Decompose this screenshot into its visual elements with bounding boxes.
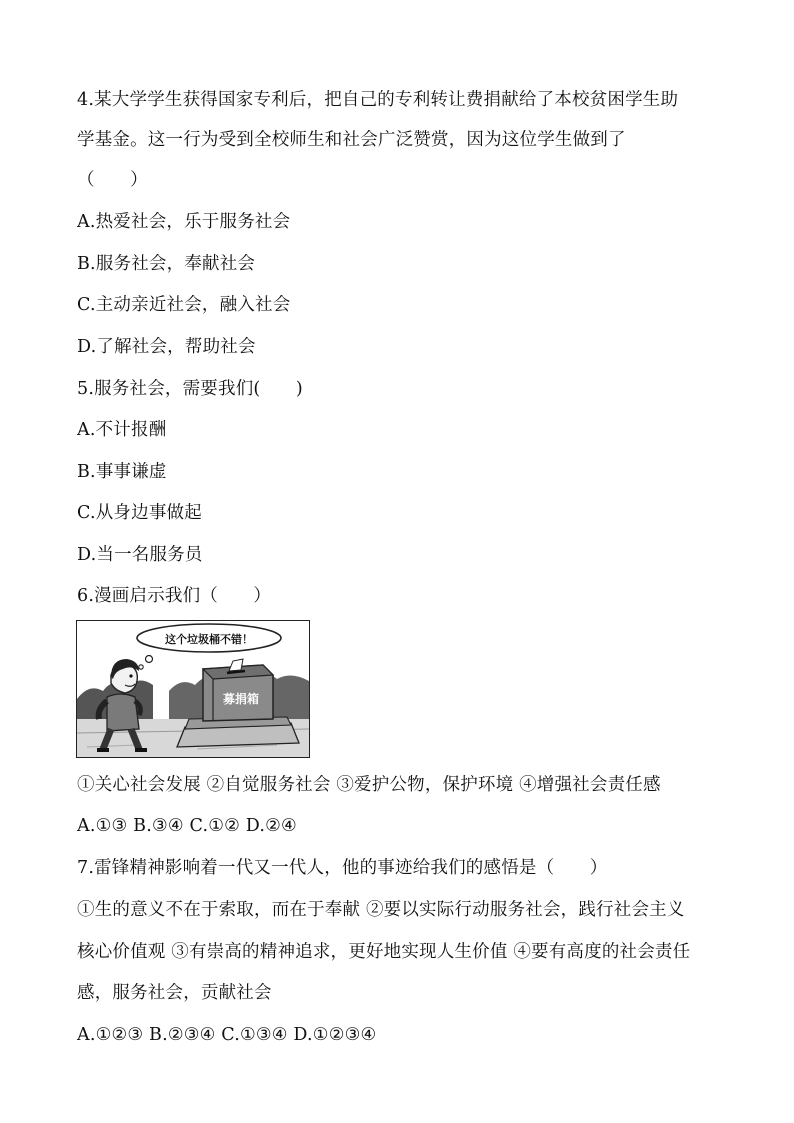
q4-answer-blank: （ ） <box>77 170 148 190</box>
q7-choices: A.①②③ B.②③④ C.①③④ D.①②③④ <box>77 1025 377 1045</box>
q5-option-c: C.从身边事做起 <box>77 503 202 523</box>
speech-bubble-text: 这个垃圾桶不错！ <box>165 633 253 646</box>
q7-stem: 7.雷锋精神影响着一代又一代人，他的事迹给我们的感悟是（ ） <box>77 858 608 878</box>
q7-statements-line2: 核心价值观 ③有崇高的精神追求，更好地实现人生价值 ④要有高度的社会责任 <box>77 942 691 962</box>
q6-stem: 6.漫画启示我们（ ） <box>77 586 272 606</box>
donation-box-label: 募捐箱 <box>222 692 260 706</box>
q6-statements: ①关心社会发展 ②自觉服务社会 ③爱护公物，保护环境 ④增强社会责任感 <box>77 775 661 795</box>
q4-option-a: A.热爱社会，乐于服务社会 <box>77 212 291 232</box>
q5-option-a: A.不计报酬 <box>77 420 167 440</box>
q4-stem-line2: 学基金。这一行为受到全校师生和社会广泛赞赏，因为这位学生做到了 <box>77 130 626 150</box>
q5-stem: 5.服务社会，需要我们( ) <box>77 379 303 399</box>
q5-option-d: D.当一名服务员 <box>77 545 203 565</box>
q4-option-b: B.服务社会，奉献社会 <box>77 254 256 274</box>
q6-cartoon-image <box>76 620 310 758</box>
q4-stem-line1: 4.某大学学生获得国家专利后，把自己的专利转让费捐献给了本校贫困学生助 <box>77 90 679 110</box>
q5-option-b: B.事事谦虚 <box>77 462 167 482</box>
q7-statements-line1: ①生的意义不在于索取，而在于奉献 ②要以实际行动服务社会，践行社会主义 <box>77 900 685 920</box>
q6-choices: A.①③ B.③④ C.①② D.②④ <box>77 816 297 836</box>
q7-statements-line3: 感，服务社会，贡献社会 <box>77 983 272 1003</box>
q4-option-c: C.主动亲近社会，融入社会 <box>77 295 291 315</box>
q4-option-d: D.了解社会，帮助社会 <box>77 337 256 357</box>
